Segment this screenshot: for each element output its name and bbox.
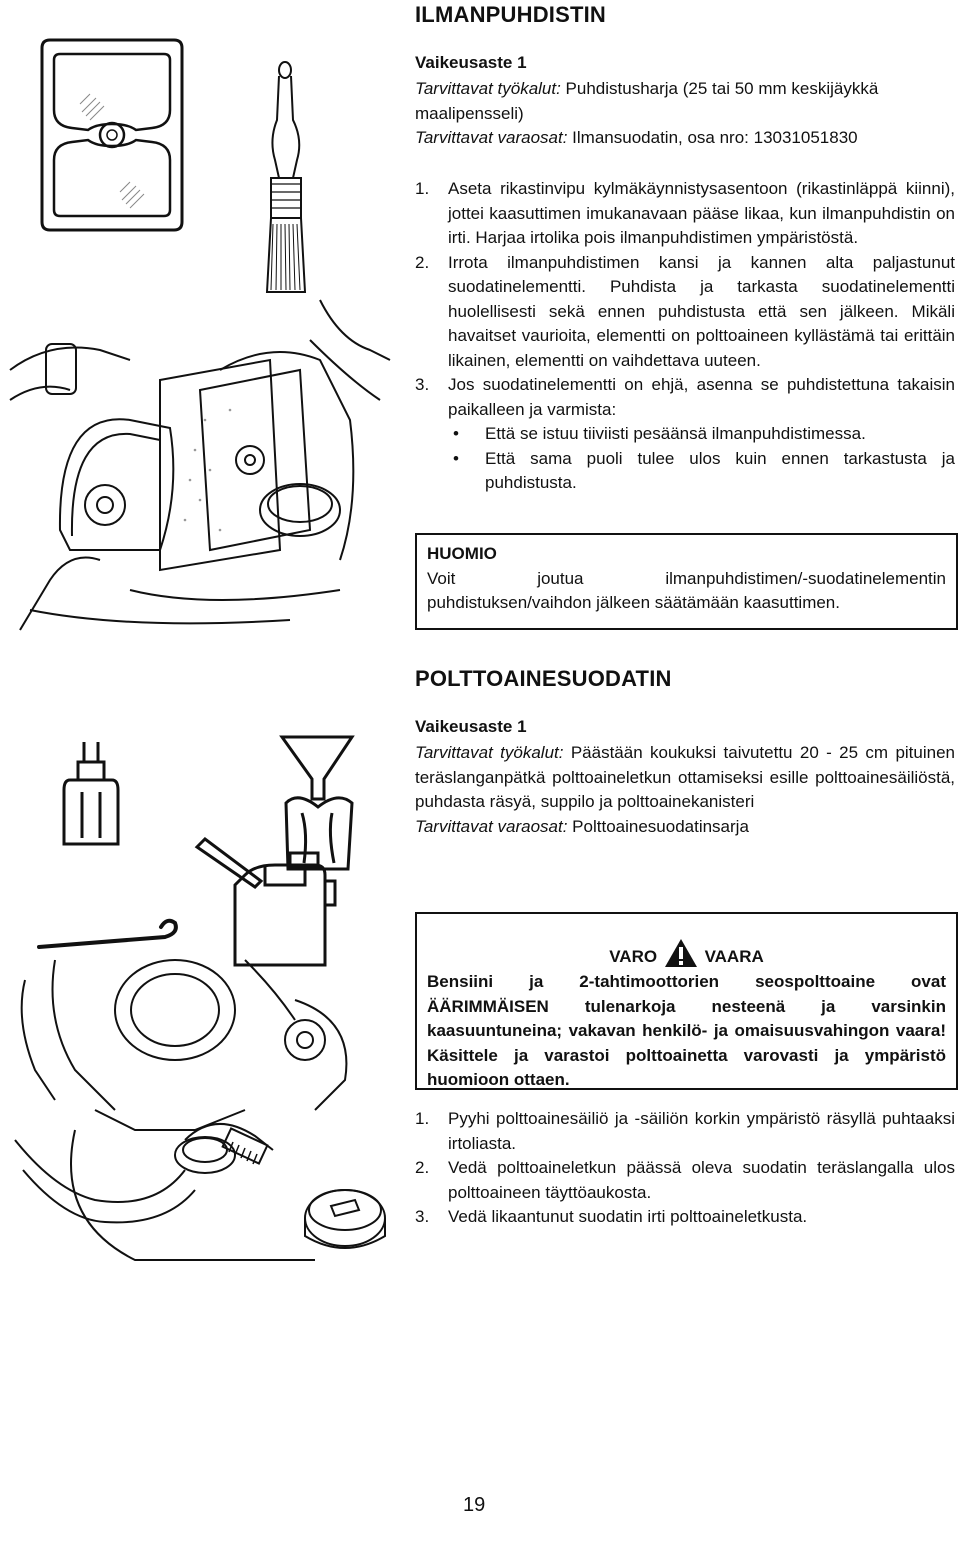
tools-paragraph	[415, 77, 955, 151]
step-text: Pyyhi polttoainesäiliö ja -säiliön korkin ympäristö räsyllä puhtaaksi irtoliasta.	[448, 1109, 955, 1153]
step-text: Vedä likaantunut suodatin irti polttoaineletkusta.	[448, 1207, 808, 1226]
bullet-list	[415, 422, 955, 496]
warning-text: Bensiini ja 2-tahtimoottorien seospolttoaine ovat ÄÄRIMMÄISEN tulenarkoja nesteenä ja varsinkin kaasuuntuneina; vakavan henkilö- ja omaisuusvahingon vaara! Käsittele ja varastoi polttoainetta varovasti ja ympäristö huomioon ottaen.	[427, 972, 946, 1089]
tools-label: Tarvittavat työkalut:	[415, 743, 564, 762]
list-item	[415, 1107, 955, 1156]
step-text: Aseta rikastinvipu kylmäkäynnistysasentoon (rikastinläppä kiinni), jottei kaasuttimen imukanavaan pääse likaa, kun ilmanpuhdistin on irti. Harjaa irtolika pois ilmanpuhdistimen ympäristöstä.	[448, 179, 955, 247]
difficulty-label: Vaikeusaste 1	[415, 53, 527, 72]
list-item	[415, 177, 955, 251]
tools-paragraph	[415, 741, 955, 839]
list-item	[415, 1156, 955, 1205]
step-number: 3.	[415, 375, 430, 394]
notice-text: Voit joutua ilmanpuhdistimen/-suodatinelementin puhdistuksen/vaihdon jälkeen säätämään kaasuttimen.	[427, 568, 946, 612]
paint-brush-icon	[263, 60, 313, 300]
engine-air-filter-illustration	[10, 300, 390, 630]
bullet-text: Että sama puoli tulee ulos kuin ennen tarkastusta ja puhdistusta.	[485, 448, 955, 492]
step-text: Vedä polttoaineletkun päässä oleva suodatin teräslangalla ulos polttoaineen täyttöaukosta.	[448, 1158, 955, 1202]
step-number: 2.	[415, 1158, 430, 1177]
step-number: 3.	[415, 1207, 430, 1226]
difficulty-label: Vaikeusaste 1	[415, 717, 527, 736]
bullet-icon: •	[453, 424, 459, 443]
fuel-tank-illustration	[15, 960, 395, 1280]
parts-text: Polttoainesuodatinsarja	[567, 816, 749, 836]
list-item	[415, 373, 955, 422]
step-number: 2.	[415, 252, 430, 272]
fuel-canister-icon	[195, 825, 345, 975]
hook-wire-icon	[35, 915, 205, 955]
warning-left-label: VARO	[609, 947, 658, 966]
step-text: Jos suodatinelementti on ehjä, asenna se puhdistettuna takaisin paikalleen ja varmista:	[448, 375, 955, 419]
notice-title: HUOMIO	[427, 544, 497, 563]
filter-element-illustration	[32, 30, 192, 240]
section-title-fuel-filter: POLTTOAINESUODATIN	[415, 666, 672, 691]
parts-text: Ilmansuodatin, osa nro: 13031051830	[567, 128, 858, 147]
list-item	[453, 422, 955, 447]
tools-label: Tarvittavat työkalut:	[415, 79, 561, 98]
page-number: 19	[463, 1494, 486, 1516]
list-item	[453, 447, 955, 496]
fuel-steps-list	[415, 1107, 955, 1230]
step-number: 1.	[415, 179, 430, 198]
bullet-text: Että se istuu tiiviisti pesäänsä ilmanpuhdistimessa.	[485, 424, 866, 443]
section-title-air-cleaner: ILMANPUHDISTIN	[415, 2, 607, 27]
tools-text: Päästään koukuksi taivutettu 20 - 25 cm pituinen teräslanganpätkä polttoaineletkun ottamiseksi esille polttoainesäiliöstä, puhdasta räsyä, suppilo ja polttoainekanisteri	[415, 743, 955, 811]
list-item	[415, 1205, 955, 1230]
step-number: 1.	[415, 1109, 430, 1128]
fuel-filter-icon	[62, 740, 122, 850]
tools-text: Puhdistusharja (25 tai 50 mm keskijäykkä maalipensseli)	[415, 79, 879, 123]
parts-label: Tarvittavat varaosat:	[415, 128, 568, 147]
steps-list	[415, 177, 955, 496]
warning-box	[415, 912, 958, 1090]
step-text: Irrota ilmanpuhdistimen kansi ja kannen alta paljastunut suodatinelementti. Puhdista ja tarkasta suodatinelementti huolellisesti sekä ennen puhdistusta että sen jälkeen. Mikäli havaitset vaurioita, elementti on polttoaineen kyllästämä tai erittäin likainen, elementti on vaihdettava uuteen.	[448, 252, 955, 370]
parts-label: Tarvittavat varaosat:	[415, 816, 568, 836]
warning-right-label: VAARA	[704, 947, 764, 966]
warning-triangle-icon	[664, 938, 698, 968]
list-item	[415, 251, 955, 374]
warning-header	[427, 938, 946, 970]
bullet-icon: •	[453, 448, 459, 468]
notice-box	[415, 533, 958, 630]
